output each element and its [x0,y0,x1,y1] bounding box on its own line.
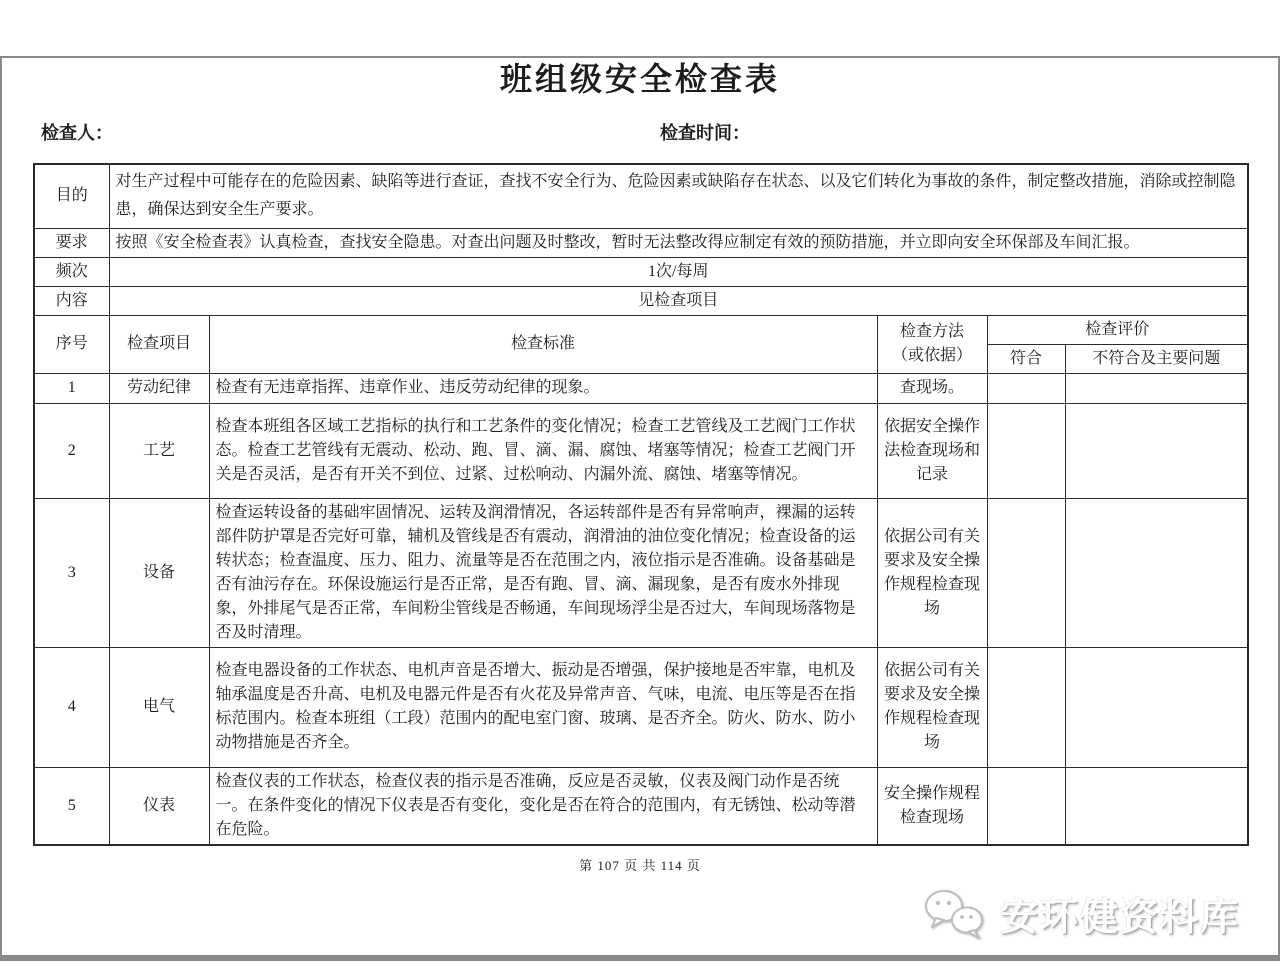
header-pass: 符合 [987,344,1065,373]
inspection-time-label: 检查时间： [660,123,750,143]
row-standard: 检查电器设备的工作状态、电机声音是否增大、振动是否增强，保护接地是否牢靠，电机及轴承温度是否升高、电机及电器元件是否有火花及异常声音、气味，电流、电压等是否在指标范围内。检查本班组（工段）范围内的配电室门窗、玻璃、是否齐全。防火、防水、防小动物措施是否齐全。 [209,647,877,767]
row-fail-cell [1065,373,1248,403]
row-pass-cell [987,647,1065,767]
header-no: 序号 [34,315,109,373]
row-pass-cell [987,403,1065,498]
inspector-label: 检查人： [41,123,113,143]
row-item: 劳动纪律 [109,373,209,403]
row-no: 2 [34,403,109,498]
header-method-line2: （或依据） [891,347,972,364]
row-fail-cell [1065,647,1248,767]
row-no: 3 [34,498,109,647]
row-standard: 检查仪表的工作状态，检查仪表的指示是否准确，反应是否灵敏，仪表及阀门动作是否统一。在条件变化的情况下仪表是否有变化，变化是否在符合的范围内，有无锈蚀、松动等潜在危险。 [209,767,877,845]
table-row-5 [34,767,1248,845]
row-method: 依据安全操作法检查现场和记录 [877,403,987,498]
table-row-2 [34,403,1248,498]
header-evaluation: 检查评价 [987,315,1248,344]
row-method: 依据公司有关要求及安全操作规程检查现场 [877,647,987,767]
row-standard: 检查有无违章指挥、违章作业、违反劳动纪律的现象。 [209,373,877,403]
row-item: 工艺 [109,403,209,498]
frequency-value: 1次/每周 [109,257,1248,286]
row-item: 电气 [109,647,209,767]
header-item: 检查项目 [109,315,209,373]
row-pass-cell [987,373,1065,403]
meta-row [33,118,1247,148]
row-fail-cell [1065,767,1248,845]
info-row-purpose [34,164,1248,228]
table-row-4 [34,647,1248,767]
row-standard: 检查运转设备的基础牢固情况、运转及润滑情况，各运转部件是否有异常响声，裸漏的运转部件防护罩是否完好可靠，辅机及管线是否有震动，润滑油的油位变化情况；检查设备的运转状态；检查温度、压力、阻力、流量等是否在范围之内，液位指示是否准确。设备基础是否有油污存在。环保设施运行是否正常，是否有跑、冒、滴、漏现象，是否有废水外排现象，外排尾气是否正常，车间粉尘管线是否畅通，车间现场浮尘是否过大，车间现场落物是否及时清理。 [209,498,877,647]
content-value: 见检查项目 [109,286,1248,315]
watermark-logo [922,886,1240,941]
info-row-frequency [34,257,1248,286]
table-row-1 [34,373,1248,403]
inspection-table [33,163,1249,846]
table-row-3 [34,498,1248,647]
row-no: 5 [34,767,109,845]
wechat-icon [922,887,988,941]
header-standard: 检查标准 [209,315,877,373]
watermark-text: 安环健资料库 [999,897,1240,939]
document-page [0,56,1280,874]
content-label: 内容 [34,286,109,315]
row-no: 4 [34,647,109,767]
row-pass-cell [987,767,1065,845]
purpose-label: 目的 [34,164,109,228]
header-fail: 不符合及主要问题 [1065,344,1248,373]
page-title: 班组级安全检查表 [499,61,780,97]
info-row-requirement [34,228,1248,257]
row-method: 查现场。 [877,373,987,403]
purpose-text: 对生产过程中可能存在的危险因素、缺陷等进行查证，查找不安全行为、危险因素或缺陷存在状态、以及它们转化为事故的条件，制定整改措施，消除或控制隐患，确保达到安全生产要求。 [109,164,1248,228]
header-method-line1: 检查方法 [899,323,964,340]
header-method [877,315,987,373]
requirement-text: 按照《安全检查表》认真检查，查找安全隐患。对查出问题及时整改，暂时无法整改得应制定有效的预防措施，并立即向安全环保部及车间汇报。 [109,228,1248,257]
info-row-content [34,286,1248,315]
row-fail-cell [1065,498,1248,647]
row-method: 依据公司有关要求及安全操作规程检查现场 [877,498,987,647]
page-number: 第 107 页 共 114 页 [579,857,701,873]
row-method: 安全操作规程检查现场 [877,767,987,845]
requirement-label: 要求 [34,228,109,257]
row-standard: 检查本班组各区域工艺指标的执行和工艺条件的变化情况；检查工艺管线及工艺阀门工作状态。检查工艺管线有无震动、松动、跑、冒、滴、漏、腐蚀、堵塞等情况；检查工艺阀门开关是否灵活，是否有开关不到位、过紧、过松响动、内漏外流、腐蚀、堵塞等情况。 [209,403,877,498]
row-item: 设备 [109,498,209,647]
header-row-top [34,315,1248,344]
frequency-label: 频次 [34,257,109,286]
row-fail-cell [1065,403,1248,498]
row-item: 仪表 [109,767,209,845]
row-pass-cell [987,498,1065,647]
row-no: 1 [34,373,109,403]
